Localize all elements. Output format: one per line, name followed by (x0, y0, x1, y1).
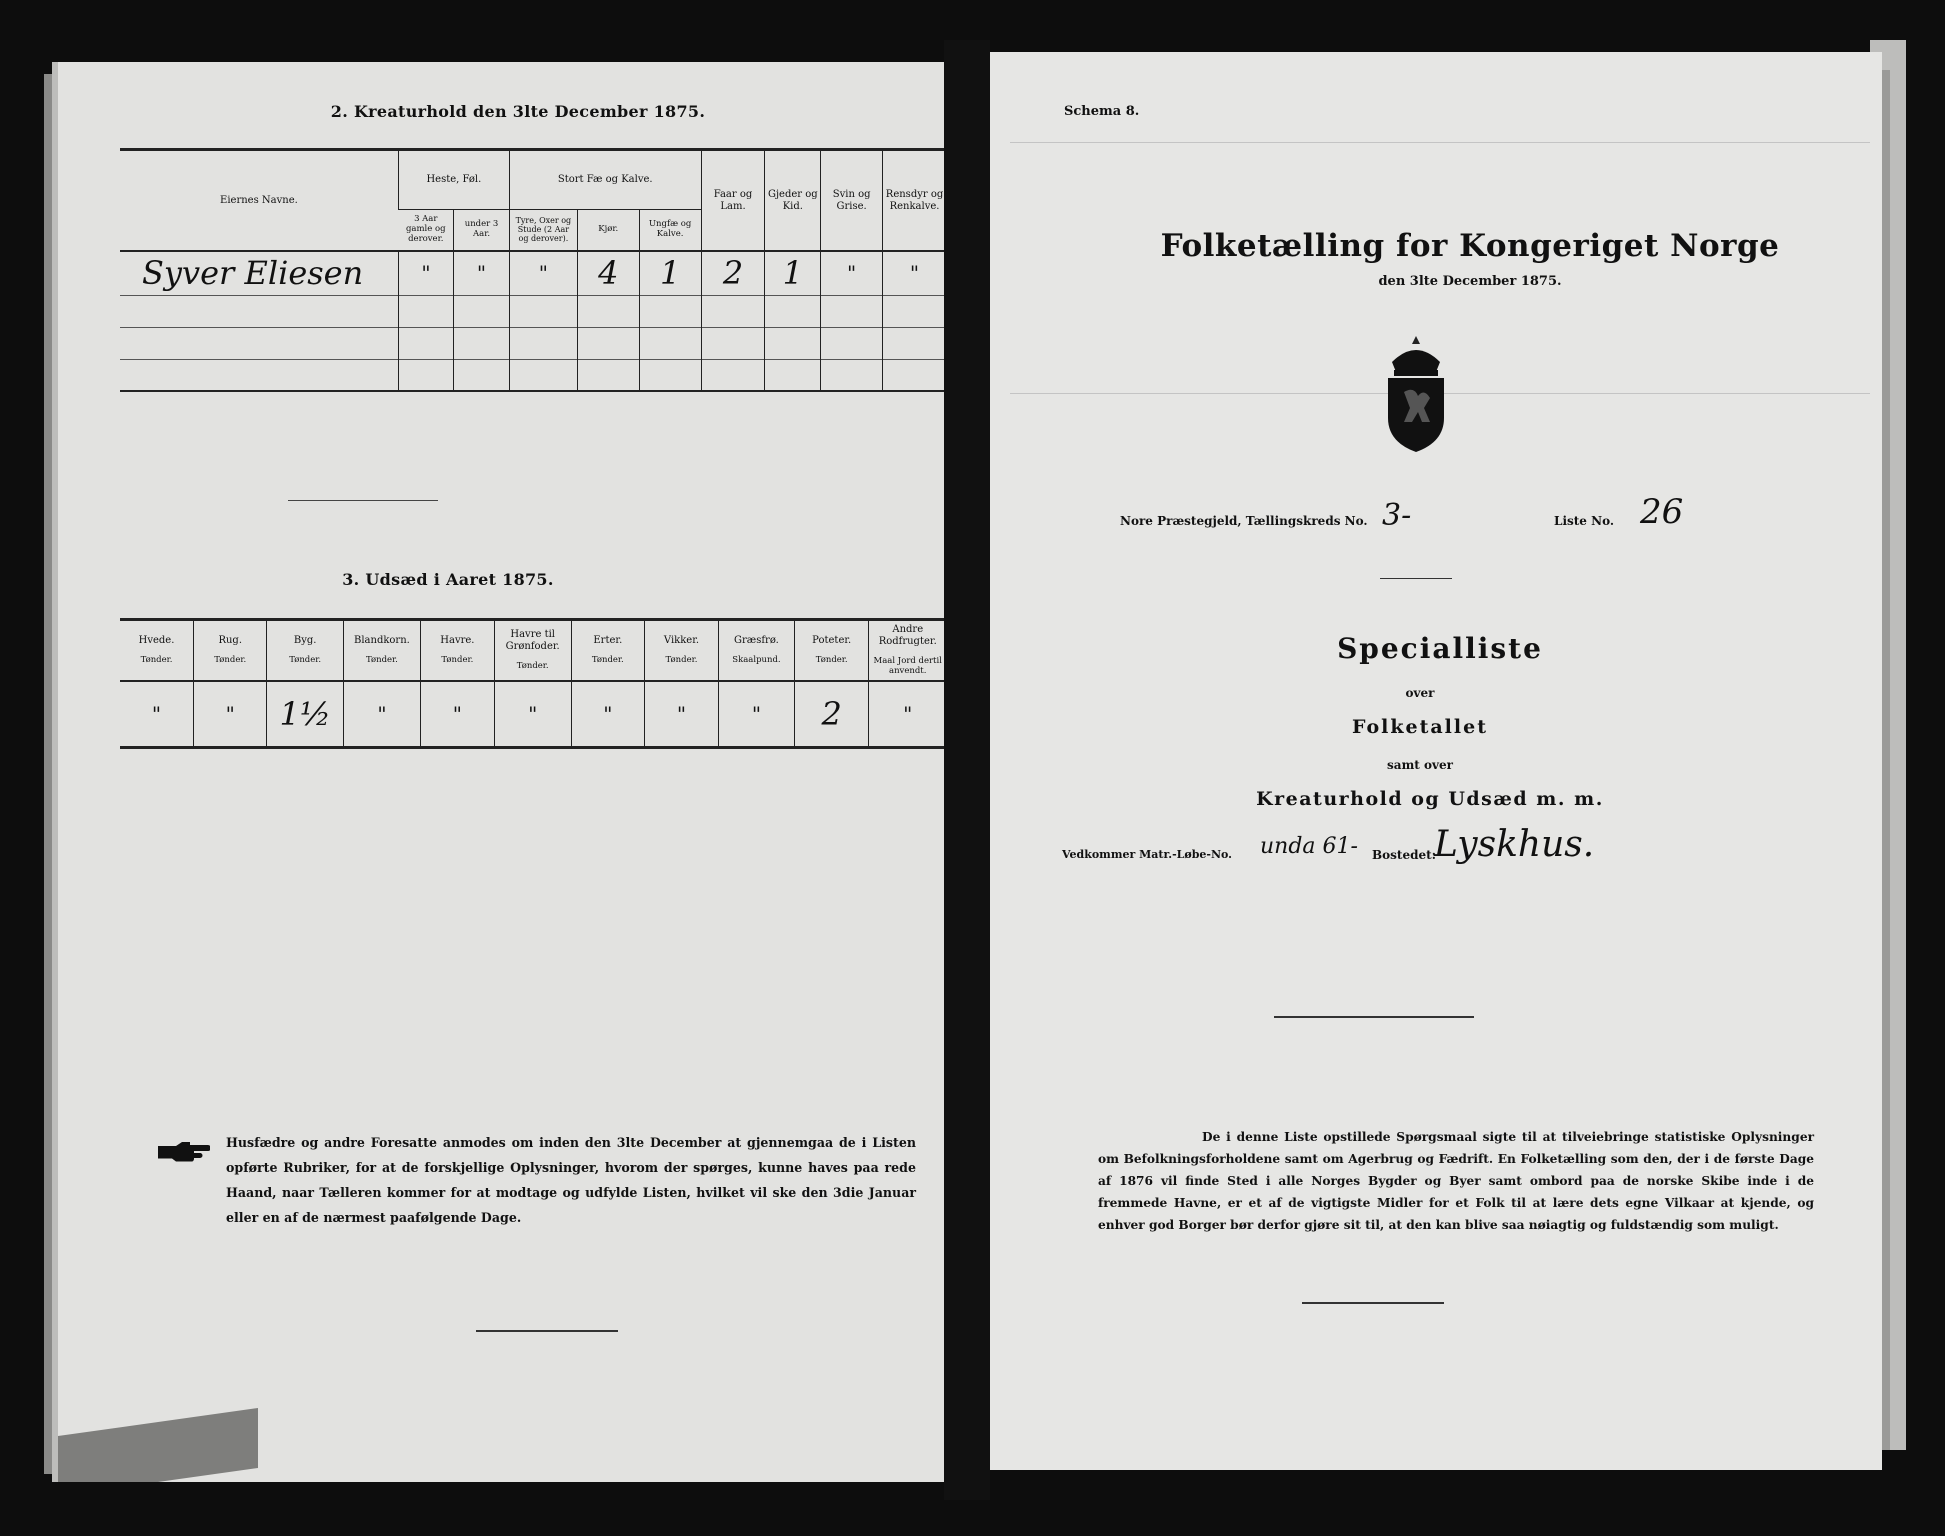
crop-value-cell (571, 681, 644, 747)
crop-value: " (603, 701, 613, 726)
table-row (120, 295, 944, 327)
crop-value: " (903, 701, 913, 726)
col-owner-name: Eiernes Navne. (220, 194, 298, 206)
crop-value: 2 (821, 694, 842, 733)
crop-header (120, 621, 194, 681)
crop-header (869, 621, 944, 681)
prestegjeld-label: Præstegjeld, (1157, 514, 1242, 528)
crop-name: Blandkorn. (354, 634, 410, 646)
specialliste-heading: Specialliste (1337, 632, 1543, 665)
crop-value-cell (420, 681, 494, 747)
samt-over-label: samt over (1387, 758, 1453, 772)
col-kjor: Kjør. (577, 209, 639, 251)
col-heste-young: under 3 Aar. (454, 209, 510, 251)
table-row: Syver Eliesen " " " 4 1 2 1 " " (120, 251, 944, 295)
location-line (1120, 514, 1368, 528)
crop-name: Havre. (440, 634, 475, 646)
crop-header (420, 621, 494, 681)
matr-label: Vedkommer Matr.-Løbe-No. (1062, 848, 1232, 861)
crop-value: " (151, 701, 162, 726)
table-row (120, 327, 944, 359)
crop-header (718, 621, 794, 681)
crop-unit: Tønder. (289, 655, 322, 666)
left-page (52, 62, 944, 1482)
crop-name: Havre til Grønfoder. (505, 629, 560, 652)
crop-unit: Tønder. (665, 655, 698, 666)
crop-value: 1½ (279, 694, 331, 733)
crop-value: " (751, 701, 762, 726)
crop-header (343, 621, 420, 681)
crop-name: Vikker. (663, 634, 700, 646)
bottom-divider (476, 1330, 618, 1332)
crop-name: Hvede. (138, 634, 175, 646)
crop-value: " (377, 701, 387, 726)
crop-unit: Tønder. (516, 661, 549, 672)
divider (1380, 578, 1452, 579)
crop-header (194, 621, 267, 681)
crop-name: Andre Rodfrugter. (878, 624, 937, 647)
divider (1274, 1016, 1474, 1018)
crops-table (120, 621, 944, 749)
kreaturhold-heading: Kreaturhold og Udsæd m. m. (1256, 788, 1604, 810)
crop-unit: Tønder. (815, 655, 848, 666)
bosted-label: Bostedet: (1372, 848, 1437, 862)
crop-header (571, 621, 644, 681)
crop-value-cell (869, 681, 944, 747)
over-label: over (1405, 686, 1435, 700)
kreds-value: 3- (1382, 498, 1412, 533)
crop-value: " (452, 701, 462, 726)
notice-text: Husfædre og andre Foresatte anmodes om inden den 3lte December at gjennemgaa de i Listen opførte Rubriker, for at de forskjellige Oplysninger, hvorom der spørges, kunne haves paa rede Haand, naar Tælleren kommer for at modtage og udfylde Listen, hvilket vil ske den 3die Januar eller en af de nærmest paafølgende Dage. (226, 1135, 916, 1225)
document-title: Folketælling for Kongeriget Norge (1160, 228, 1780, 264)
table-row (120, 681, 944, 747)
col-rensdyr: Rensdyr og Renkalve. (883, 151, 944, 251)
crop-header (494, 621, 571, 681)
col-svin: Svin og Grise. (821, 151, 883, 251)
crop-value: " (676, 701, 687, 726)
table-row (120, 359, 944, 391)
crop-header (794, 621, 869, 681)
livestock-table (120, 151, 944, 392)
crop-value: " (528, 701, 538, 726)
crop-value-cell (494, 681, 571, 747)
crop-header (267, 621, 343, 681)
crop-value: " (225, 701, 235, 726)
crop-header (645, 621, 719, 681)
schema-label: Schema 8. (1064, 104, 1140, 119)
crop-unit: Maal Jord dertil anvendt. (873, 656, 942, 677)
col-tyre: Tyre, Oxer og Stude (2 Aar og derover). (509, 209, 577, 251)
crop-value-cell (267, 681, 343, 747)
bosted-value: Lyskhus. (1434, 824, 1595, 865)
crop-value-cell (718, 681, 794, 747)
crop-value-cell (794, 681, 869, 747)
crop-value-cell (343, 681, 420, 747)
crop-unit: Tønder. (214, 655, 247, 666)
crop-name: Rug. (218, 634, 243, 646)
divider (288, 500, 438, 501)
col-stort: Stort Fæ og Kalve. (509, 151, 701, 209)
crop-value-cell (120, 681, 194, 747)
document-date: den 3lte December 1875. (1378, 274, 1562, 289)
crop-name: Græsfrø. (734, 634, 779, 646)
section2-heading: 2. Kreaturhold den 3lte December 1875. (330, 102, 706, 121)
crop-unit: Tønder. (365, 655, 398, 666)
crop-name: Erter. (593, 634, 623, 646)
col-heste-old: 3 Aar gamle og derover. (405, 214, 446, 244)
gutter (944, 40, 990, 1500)
crop-unit: Tønder. (140, 655, 173, 666)
coat-of-arms-icon (1376, 332, 1456, 456)
crop-name: Poteter. (812, 634, 852, 646)
bottom-divider (1302, 1302, 1444, 1304)
section3-heading: 3. Udsæd i Aaret 1875. (342, 570, 554, 589)
crop-value-cell (645, 681, 719, 747)
crop-name: Byg. (293, 634, 317, 646)
owner-name: Syver Eliesen (142, 253, 364, 292)
col-faar: Faar og Lam. (701, 151, 765, 251)
col-heste: Heste, Føl. (398, 151, 509, 209)
footer-text: De i denne Liste opstillede Spørgsmaal sigte til at tilveiebringe statistiske Oplysninger om Befolkningsforholdene samt om Agerbrug og Fædrift. En Folketælling som den, der i de første Dage af 1876 vil finde Sted i alle Norges Bygder og Byer samt ombord paa de norske Skibe inde i de fremmede Havne, er et af de vigtigste Midler for et Folk til at lære dets egne Vilkaar at kjende, og enhver god Borger bør derfor gjøre sit til, at den kan blive saa nøiagtig og fuldstændig som muligt. (1098, 1130, 1814, 1232)
matr-value: unda 61- (1260, 834, 1358, 859)
crop-unit: Tønder. (441, 655, 474, 666)
liste-value: 26 (1640, 492, 1684, 532)
kreds-label: Tællingskreds No. (1245, 514, 1368, 528)
col-gjeder: Gjeder og Kid. (765, 151, 821, 251)
page-corner-shadow (58, 1408, 258, 1482)
right-page (990, 52, 1882, 1470)
liste-label: Liste No. (1554, 514, 1615, 528)
prestegjeld-value: Nore (1120, 514, 1153, 528)
folketallet-heading: Folketallet (1352, 716, 1488, 738)
crop-unit: Skaalpund. (732, 655, 781, 666)
crop-value-cell (194, 681, 267, 747)
pointing-hand-icon (158, 1140, 210, 1164)
crop-unit: Tønder. (591, 655, 624, 666)
col-ungfae: Ungfæ og Kalve. (639, 209, 701, 251)
